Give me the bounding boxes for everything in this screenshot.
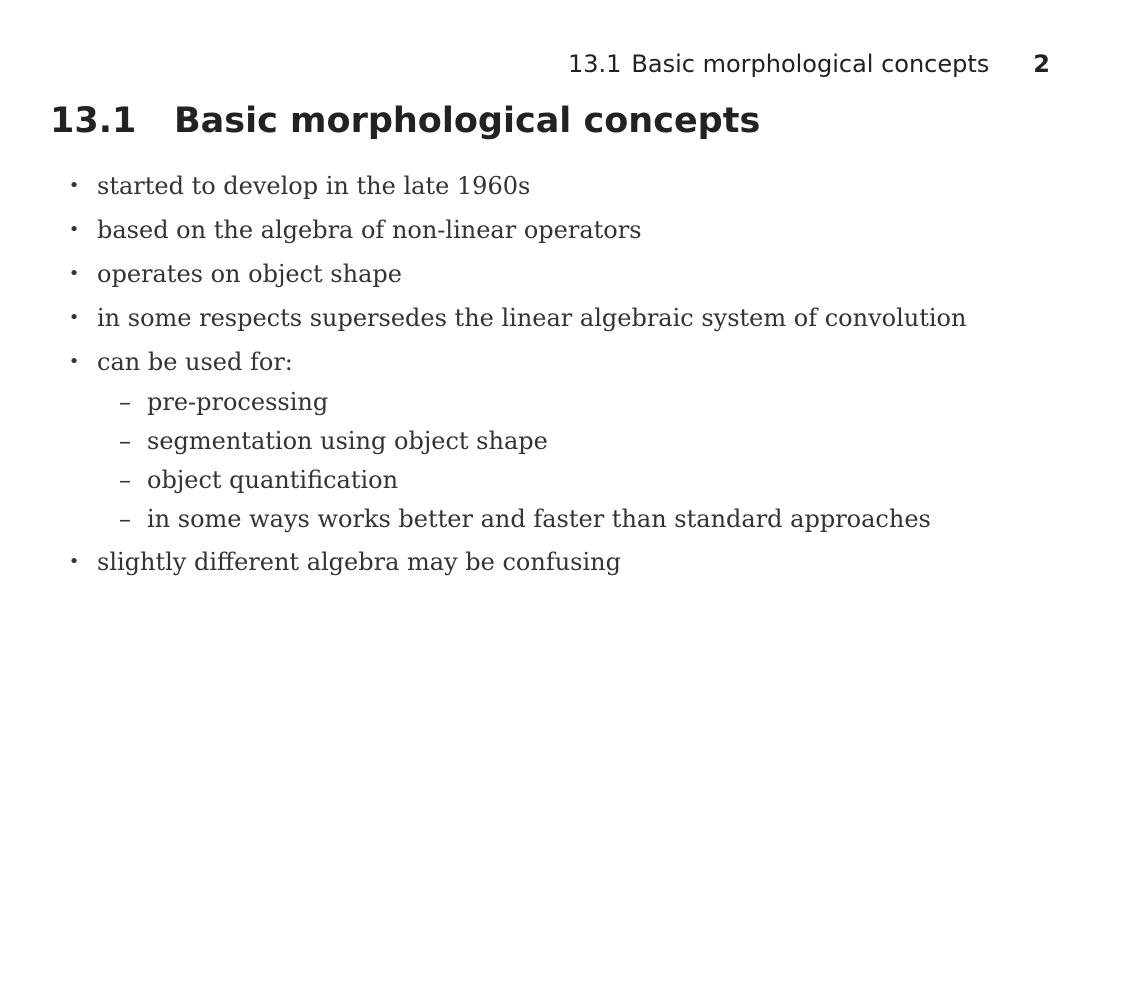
bullet-list [0,166,966,586]
bullet-icon: • [68,219,80,240]
sub-list-item [97,462,966,499]
page-number: 2 [1033,50,1050,78]
list-item [0,210,966,250]
section-heading-number: 13.1 [50,101,137,141]
sub-list-item-text: pre-processing [147,388,329,416]
list-item [0,254,966,294]
list-item [0,342,966,538]
sub-list-item-text: object quantification [147,466,399,494]
bullet-icon: • [68,175,80,196]
running-header [0,48,1050,80]
list-item-text: in some respects supersedes the linear algebraic system of convolution [97,304,967,332]
sub-list-item-text: in some ways works better and faster than standard approaches [147,505,931,533]
dash-icon: – [119,388,131,416]
list-item [0,298,966,338]
bullet-icon: • [68,307,80,328]
section-heading [50,98,760,144]
running-header-section-title: Basic morphological concepts [631,50,990,78]
list-item [0,542,966,582]
sub-list-item [97,384,966,421]
bullet-icon: • [68,351,80,372]
sub-list [97,384,966,538]
bullet-icon: • [68,551,80,572]
list-item-text: operates on object shape [97,260,402,288]
running-header-section-number: 13.1 [567,50,622,78]
sub-list-item-text: segmentation using object shape [147,427,548,455]
dash-icon: – [119,505,131,533]
list-item-text: based on the algebra of non-linear operators [97,216,642,244]
sub-list-item [97,501,966,538]
dash-icon: – [119,427,131,455]
bullet-icon: • [68,263,80,284]
list-item [0,166,966,206]
list-item-text: can be used for: [97,348,293,376]
dash-icon: – [119,466,131,494]
list-item-text: slightly different algebra may be confusing [97,548,621,576]
sub-list-item [97,423,966,460]
list-item-text: started to develop in the late 1960s [97,172,531,200]
section-heading-title: Basic morphological concepts [174,101,761,141]
